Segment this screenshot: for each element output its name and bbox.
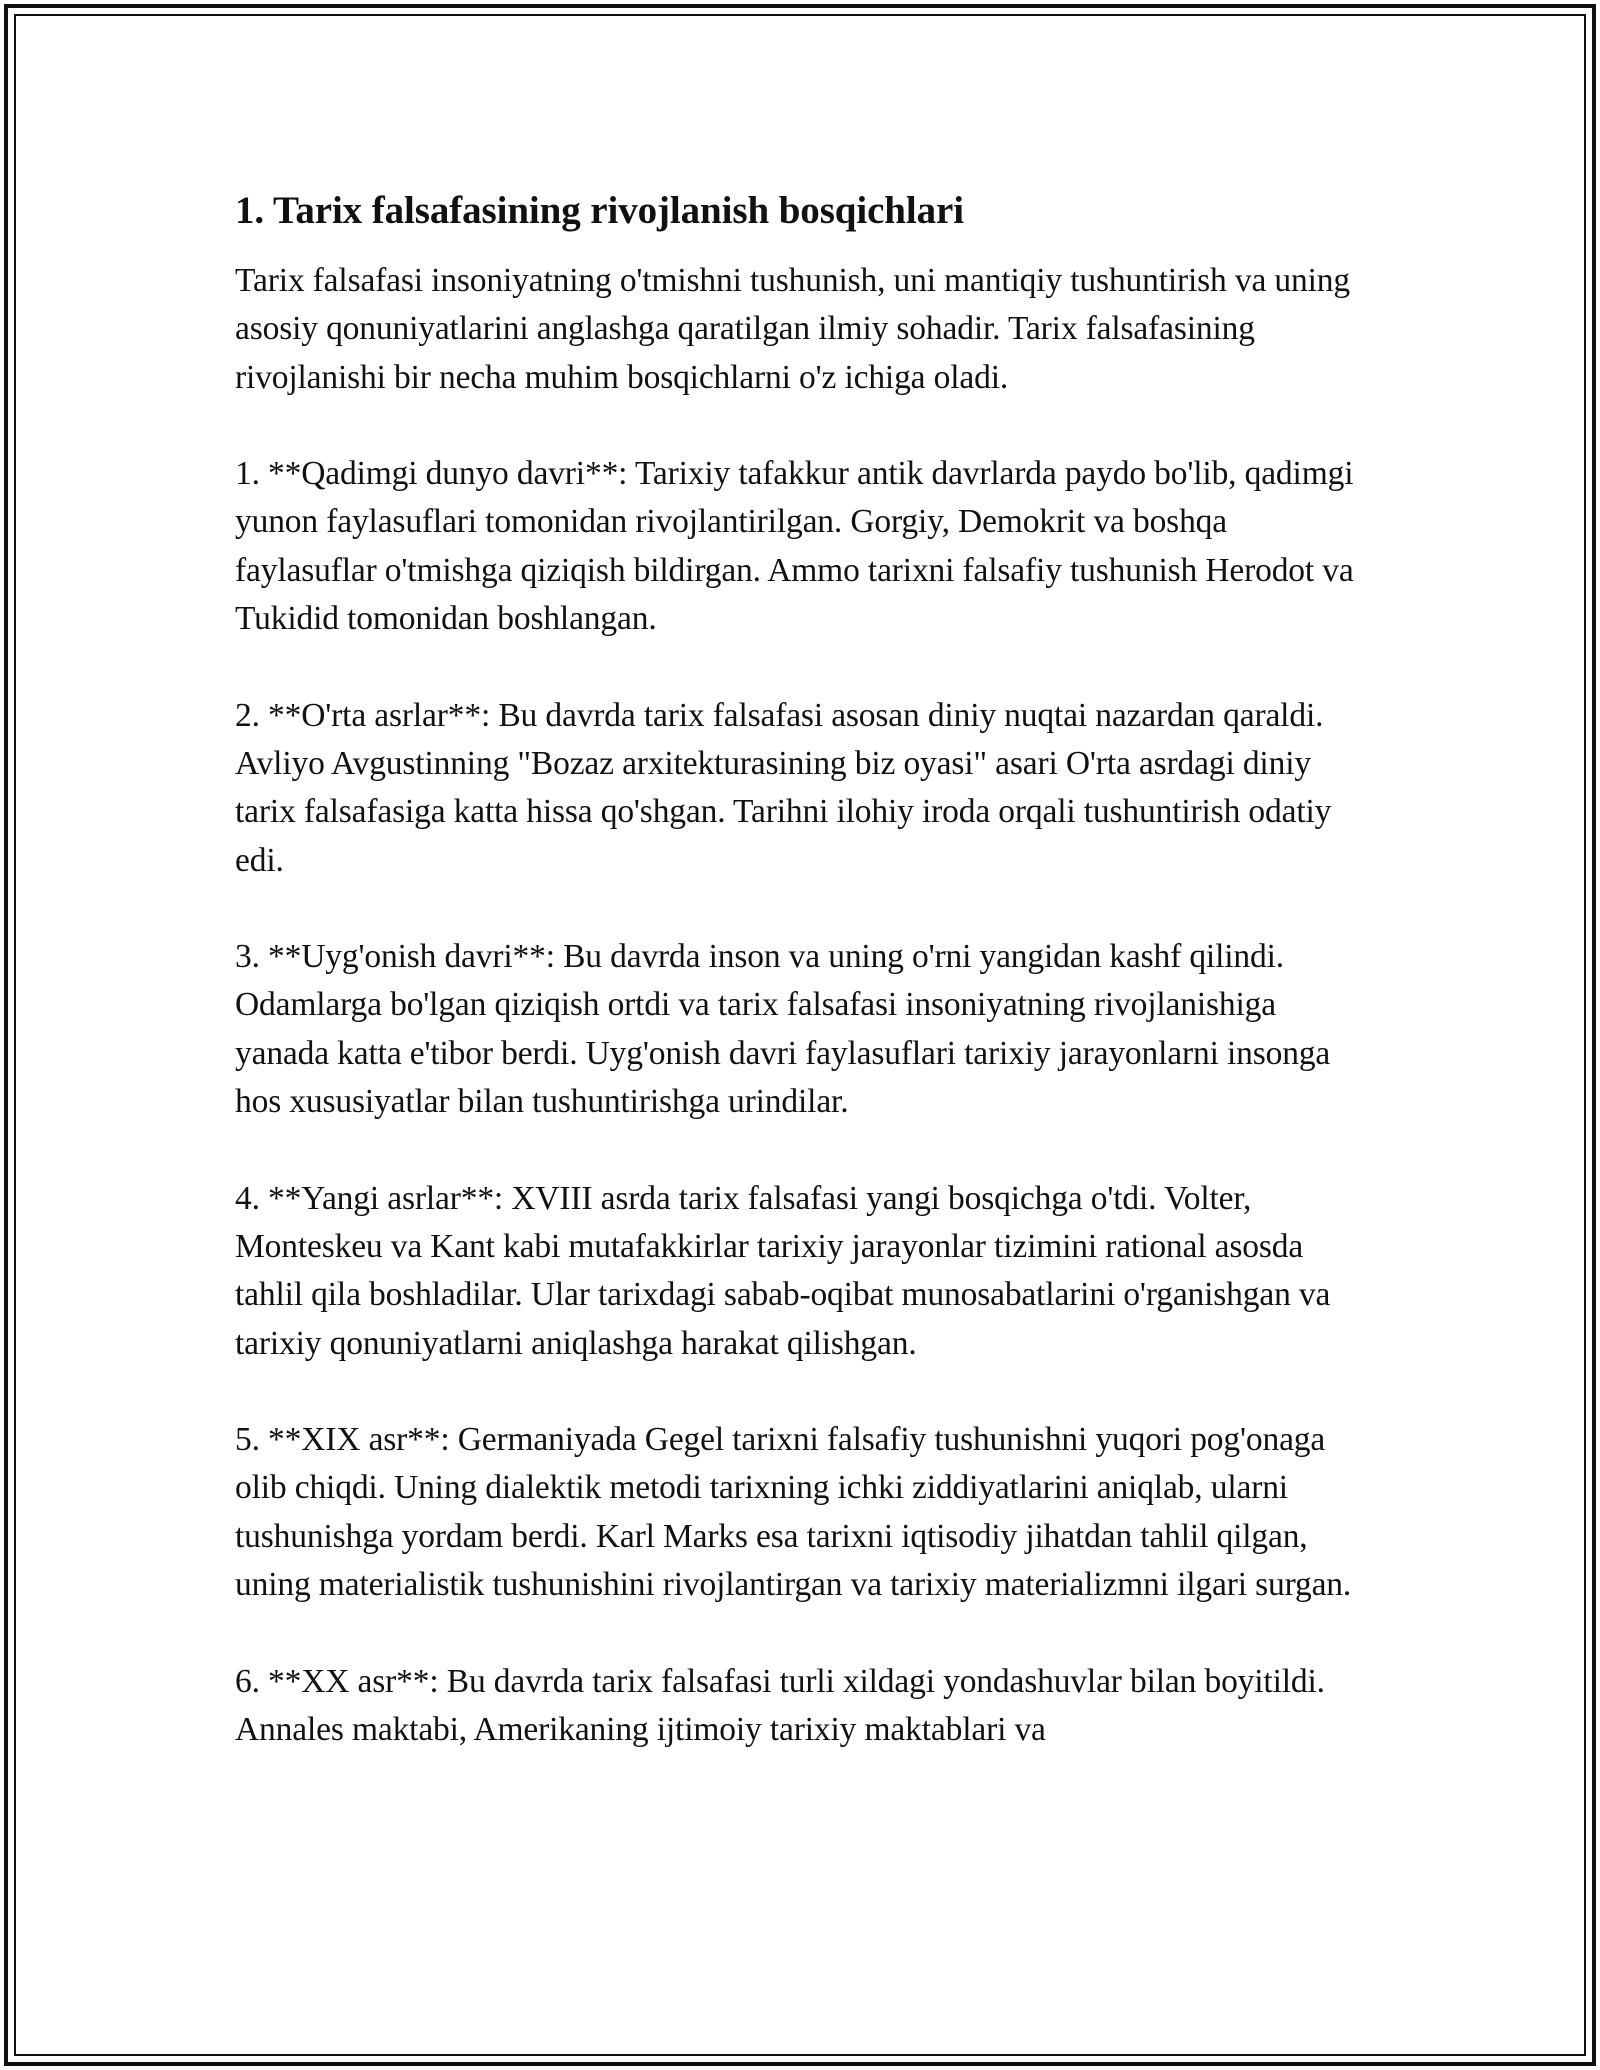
paragraph-19th-century: 5. **XIX asr**: Germaniyada Gegel tarixni falsafiy tushunishni yuqori pog'onaga olib chiqdi. Uning dialektik metodi tarixning ichki ziddiyatlarini aniqlab, ularni tushunishga yordam berdi. Karl Marks esa tarixni iqtisodiy jihatdan tahlil qilgan, uning materialistik tushunishini rivojlantirgan va tarixiy materializmni ilgari surgan. bbox=[235, 1421, 1352, 1604]
paragraph-ancient-world: 1. **Qadimgi dunyo davri**: Tarixiy tafakkur antik davrlarda paydo bo'lib, qadimgi yunon faylasuflari tomonidan rivojlantirilgan. Gorgiy, Demokrit va boshqa faylasuflar o'tmishga qiziqish bildirgan. Ammo tarixni falsafiy tushunish Herodot va Tukidid tomonidan boshlangan. bbox=[235, 455, 1354, 638]
paragraph-20th-century: 6. **XX asr**: Bu davrda tarix falsafasi turli xildagi yondashuvlar bilan boyitildi. Annales maktabi, Amerikaning ijtimoiy tarixiy maktablari va bbox=[235, 1662, 1325, 1748]
paragraph-renaissance: 3. **Uyg'onish davri**: Bu davrda inson va uning o'rni yangidan kashf qilindi. Odamlarga bo'lgan qiziqish ortdi va tarix falsafasi insoniyatning rivojlanishiga yanada katta e'tibor berdi. Uyg'onish davri faylasuflari tarixiy jarayonlarni insonga hos xususiyatlar bilan tushuntirishga urindilar. bbox=[235, 938, 1331, 1121]
document-body bbox=[235, 185, 1370, 1754]
document-title: 1. Tarix falsafasining rivojlanish bosqichlari bbox=[235, 189, 964, 232]
paragraph-modern-era: 4. **Yangi asrlar**: XVIII asrda tarix falsafasi yangi bosqichga o'tdi. Volter, Monteskeu va Kant kabi mutafakkirlar tarixiy jarayonlar tizimini rational asosda tahlil qila boshladilar. Ular tarixdagi sabab-oqibat munosabatlarini o'rganishgan va tarixiy qonuniyatlarni aniqlashga harakat qilishgan. bbox=[235, 1179, 1331, 1362]
intro-paragraph: Tarix falsafasi insoniyatning o'tmishni tushunish, uni mantiqiy tushuntirish va uning asosiy qonuniyatlarini anglashga qaratilgan ilmiy sohadir. Tarix falsafasining rivojlanishi bir necha muhim bosqichlarni o'z ichiga oladi. bbox=[235, 262, 1350, 396]
paragraph-middle-ages: 2. **O'rta asrlar**: Bu davrda tarix falsafasi asosan diniy nuqtai nazardan qaraldi. Avliyo Avgustinning "Bozaz arxitekturasining biz oyasi" asari O'rta asrdagi diniy tarix falsafasiga katta hissa qo'shgan. Tarihni ilohiy iroda orqali tushuntirish odatiy edi. bbox=[235, 696, 1332, 879]
